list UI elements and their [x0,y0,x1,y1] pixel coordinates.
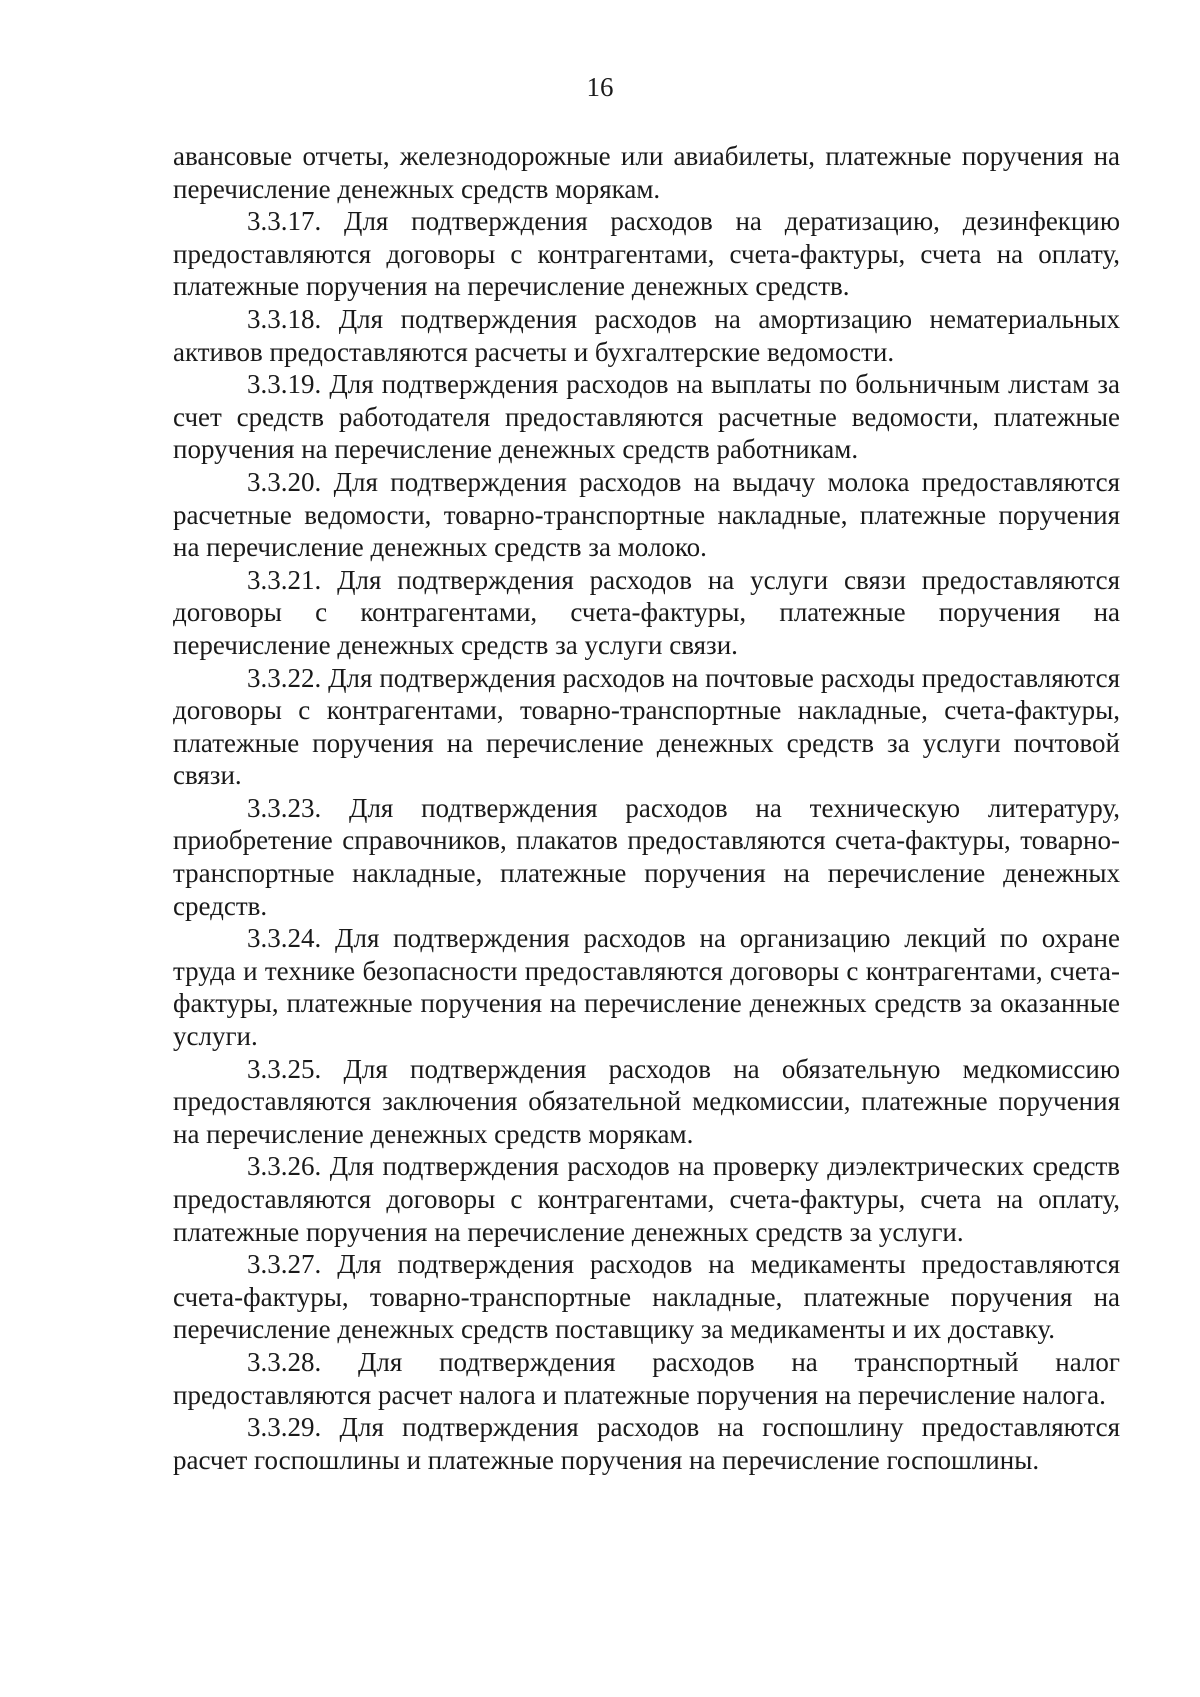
paragraph-3-3-22: 3.3.22. Для подтверждения расходов на почтовые расходы предоставляются договоры с контрагентами, товарно-транспортные накладные, счета-фактуры, платежные поручения на перечисление денежных средств за услуги почтовой связи. [173,662,1120,791]
page-number: 16 [586,72,614,102]
paragraph-3-3-26: 3.3.26. Для подтверждения расходов на проверку диэлектрических средств предоставляются договоры с контрагентами, счета-фактуры, счета на оплату, платежные поручения на перечисление денежных средств за услуги. [173,1151,1120,1247]
paragraph-3-3-28: 3.3.28. Для подтверждения расходов на транспортный налог предоставляются расчет налога и платежные поручения на перечисление налога. [173,1346,1120,1410]
paragraph-3-3-21: 3.3.21. Для подтверждения расходов на услуги связи предоставляются договоры с контрагентами, счета-фактуры, платежные поручения на перечисление денежных средств за услуги связи. [173,564,1120,660]
paragraph-3-3-27: 3.3.27. Для подтверждения расходов на медикаменты предоставляются счета-фактуры, товарно-транспортные накладные, платежные поручения на перечисление денежных средств поставщику за медикаменты и их доставку. [173,1249,1120,1345]
paragraph-3-3-24: 3.3.24. Для подтверждения расходов на организацию лекций по охране труда и технике безопасности предоставляются договоры с контрагентами, счета-фактуры, платежные поручения на перечисление денежных средств за оказанные услуги. [173,923,1120,1052]
paragraph-3-3-23: 3.3.23. Для подтверждения расходов на техническую литературу, приобретение справочников, плакатов предоставляются счета-фактуры, товарно-транспортные накладные, платежные поручения на перечисление денежных средств. [173,792,1120,921]
document-body [173,140,1120,1476]
paragraph-3-3-18: 3.3.18. Для подтверждения расходов на амортизацию нематериальных активов предоставляются расчеты и бухгалтерские ведомости. [173,303,1120,367]
paragraph-3-3-29: 3.3.29. Для подтверждения расходов на госпошлину предоставляются расчет госпошлины и платежные поручения на перечисление госпошлины. [173,1412,1120,1475]
paragraph-3-3-25: 3.3.25. Для подтверждения расходов на обязательную медкомиссию предоставляются заключения обязательной медкомиссии, платежные поручения на перечисление денежных средств морякам. [173,1053,1120,1149]
paragraph-continuation: авансовые отчеты, железнодорожные или авиабилеты, платежные поручения на перечисление денежных средств морякам. [173,141,1120,204]
paragraph-3-3-19: 3.3.19. Для подтверждения расходов на выплаты по больничным листам за счет средств работодателя предоставляются расчетные ведомости, платежные поручения на перечисление денежных средств работникам. [173,369,1120,465]
paragraph-3-3-20: 3.3.20. Для подтверждения расходов на выдачу молока предоставляются расчетные ведомости, товарно-транспортные накладные, платежные поручения на перечисление денежных средств за молоко. [173,466,1120,563]
paragraph-3-3-17: 3.3.17. Для подтверждения расходов на дератизацию, дезинфекцию предоставляются договоры с контрагентами, счета-фактуры, счета на оплату, платежные поручения на перечисление денежных средств. [173,206,1120,302]
